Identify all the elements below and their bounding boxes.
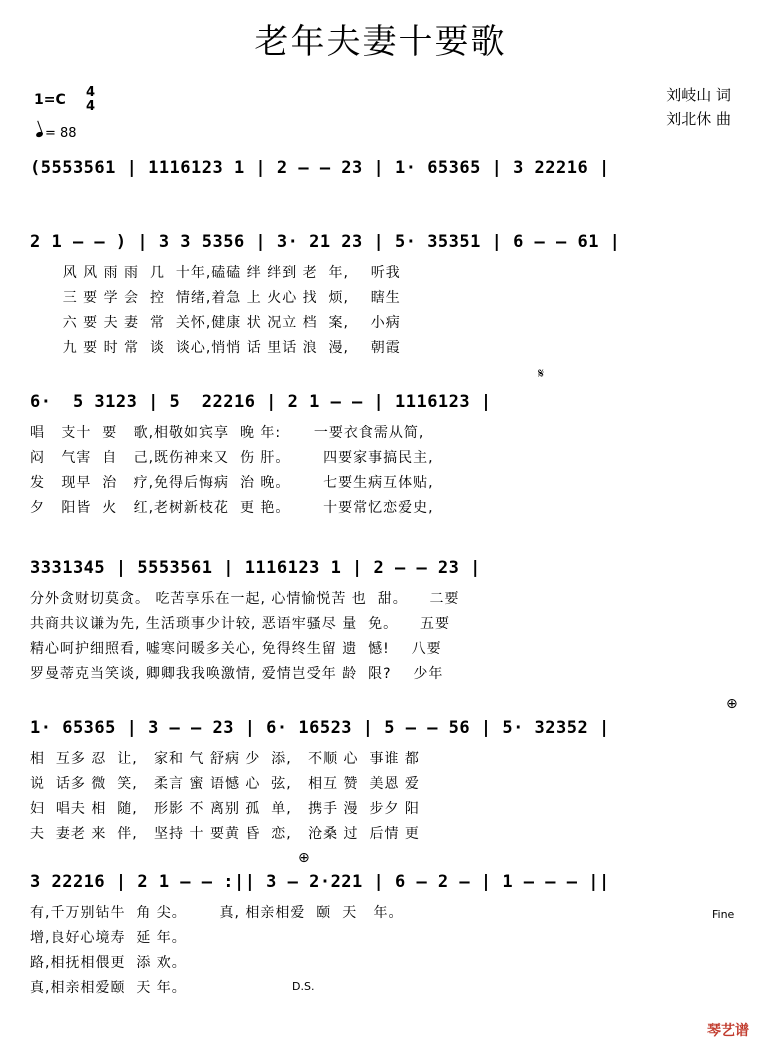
lyric-verse-3: 精心呵护细照看, 嘘寒问暖多关心, 免得终生留 遗 憾! 八要 (30, 641, 442, 657)
lyric-verse-1: 分外贪财切莫贪。 吃苦享乐在一起, 心情愉悦苦 也 甜。 二要 (30, 591, 460, 607)
notes-line: 3331345 | 5553561 | 1116123 1 | 2 — — 23 | (30, 558, 481, 578)
notes-line: (5553561 | 1116123 1 | 2 — — 23 | 1· 65365 | 3 22216 | (30, 158, 610, 178)
key-signature: 1=C (34, 92, 66, 108)
lyric-verse-4: 夫 妻老 来 伴, 坚持 十 要黄 昏 恋, 沧桑 过 后情 更 (30, 826, 420, 842)
notes-line: 1· 65365 | 3 — — 23 | 6· 16523 | 5 — — 56 | 5· 32352 | (30, 718, 610, 738)
notes-line: 2 1 — — ) | 3 3 5356 | 3· 21 23 | 5· 35351 | 6 — — 61 | (30, 232, 621, 252)
lyric-verse-4: 夕 阳皆 火 红,老树新枝花 更 艳。 十要常忆恋爱史, (30, 500, 434, 516)
time-sig-bottom: 4 (86, 99, 96, 114)
coda-mark: ⊕ (298, 850, 310, 866)
notes-line: 6· 5 3123 | 5 22216 | 2 1 — — | 1116123 | (30, 392, 492, 412)
lyric-verse-4: 真,相亲相爱颐 天 年。 (30, 980, 187, 996)
lyric-verse-2: 闷 气害 自 己,既伤神来又 伤 肝。 四要家事搞民主, (30, 450, 434, 466)
lyricist: 刘岐山 词 (666, 86, 731, 104)
lyric-verse-2: 共商共议谦为先, 生活琐事少计较, 恶语牢骚尽 量 免。 五要 (30, 616, 450, 632)
ds-mark: D.S. (292, 980, 315, 993)
tempo-value: = 88 (45, 126, 77, 141)
notes-line: 3 22216 | 2 1 — — :|| 3 — 2·221 | 6 — 2 — | 1 — — — || (30, 872, 610, 892)
lyric-verse-3: 路,相抚相偎更 添 欢。 (30, 955, 187, 971)
lyric-verse-4: 罗曼蒂克当笑谈, 卿卿我我唤激情, 爱情岂受年 龄 限? 少年 (30, 666, 444, 682)
time-signature (86, 86, 95, 114)
fine-mark: Fine (712, 908, 735, 921)
coda-mark: ⊕ (726, 696, 738, 712)
lyric-verse-4: 九 要 时 常 谈 谈心,悄悄 话 里话 浪 漫, 朝霞 (30, 340, 401, 356)
lyric-verse-1: 唱 支十 要 歌,相敬如宾享 晚 年: 一要衣食需从简, (30, 425, 425, 441)
lyric-verse-2: 增,良好心境寿 延 年。 (30, 930, 187, 946)
lyric-verse-3: 妇 唱夫 相 随, 形影 不 离别 孤 单, 携手 漫 步夕 阳 (30, 801, 420, 817)
tempo-mark (36, 126, 77, 141)
lyric-verse-3: 六 要 夫 妻 常 关怀,健康 状 况立 档 案, 小病 (30, 315, 401, 331)
lyric-verse-2: 说 话多 微 笑, 柔言 蜜 语憾 心 弦, 相互 赞 美恩 爱 (30, 776, 420, 792)
site-logo: 琴艺谱 (707, 1023, 749, 1039)
lyric-verse-1: 风 风 雨 雨 几 十年,磕磕 绊 绊到 老 年, 听我 (30, 265, 401, 281)
segno-mark: 𝄋 (538, 366, 545, 382)
lyric-verse-1: 相 互多 忍 让, 家和 气 舒病 少 添, 不顺 心 事谁 都 (30, 751, 420, 767)
composer: 刘北休 曲 (666, 110, 731, 128)
lyric-verse-2: 三 要 学 会 控 情绪,着急 上 火心 找 烦, 瞎生 (30, 290, 401, 306)
lyric-verse-1: 有,千万别钻牛 角 尖。 真, 相亲相爱 颐 天 年。 (30, 905, 404, 921)
page-title: 老年夫妻十要歌 (254, 22, 507, 62)
lyric-verse-3: 发 现早 治 疗,免得后悔病 治 晚。 七要生病互体贴, (30, 475, 434, 491)
time-sig-top: 4 (86, 85, 96, 100)
